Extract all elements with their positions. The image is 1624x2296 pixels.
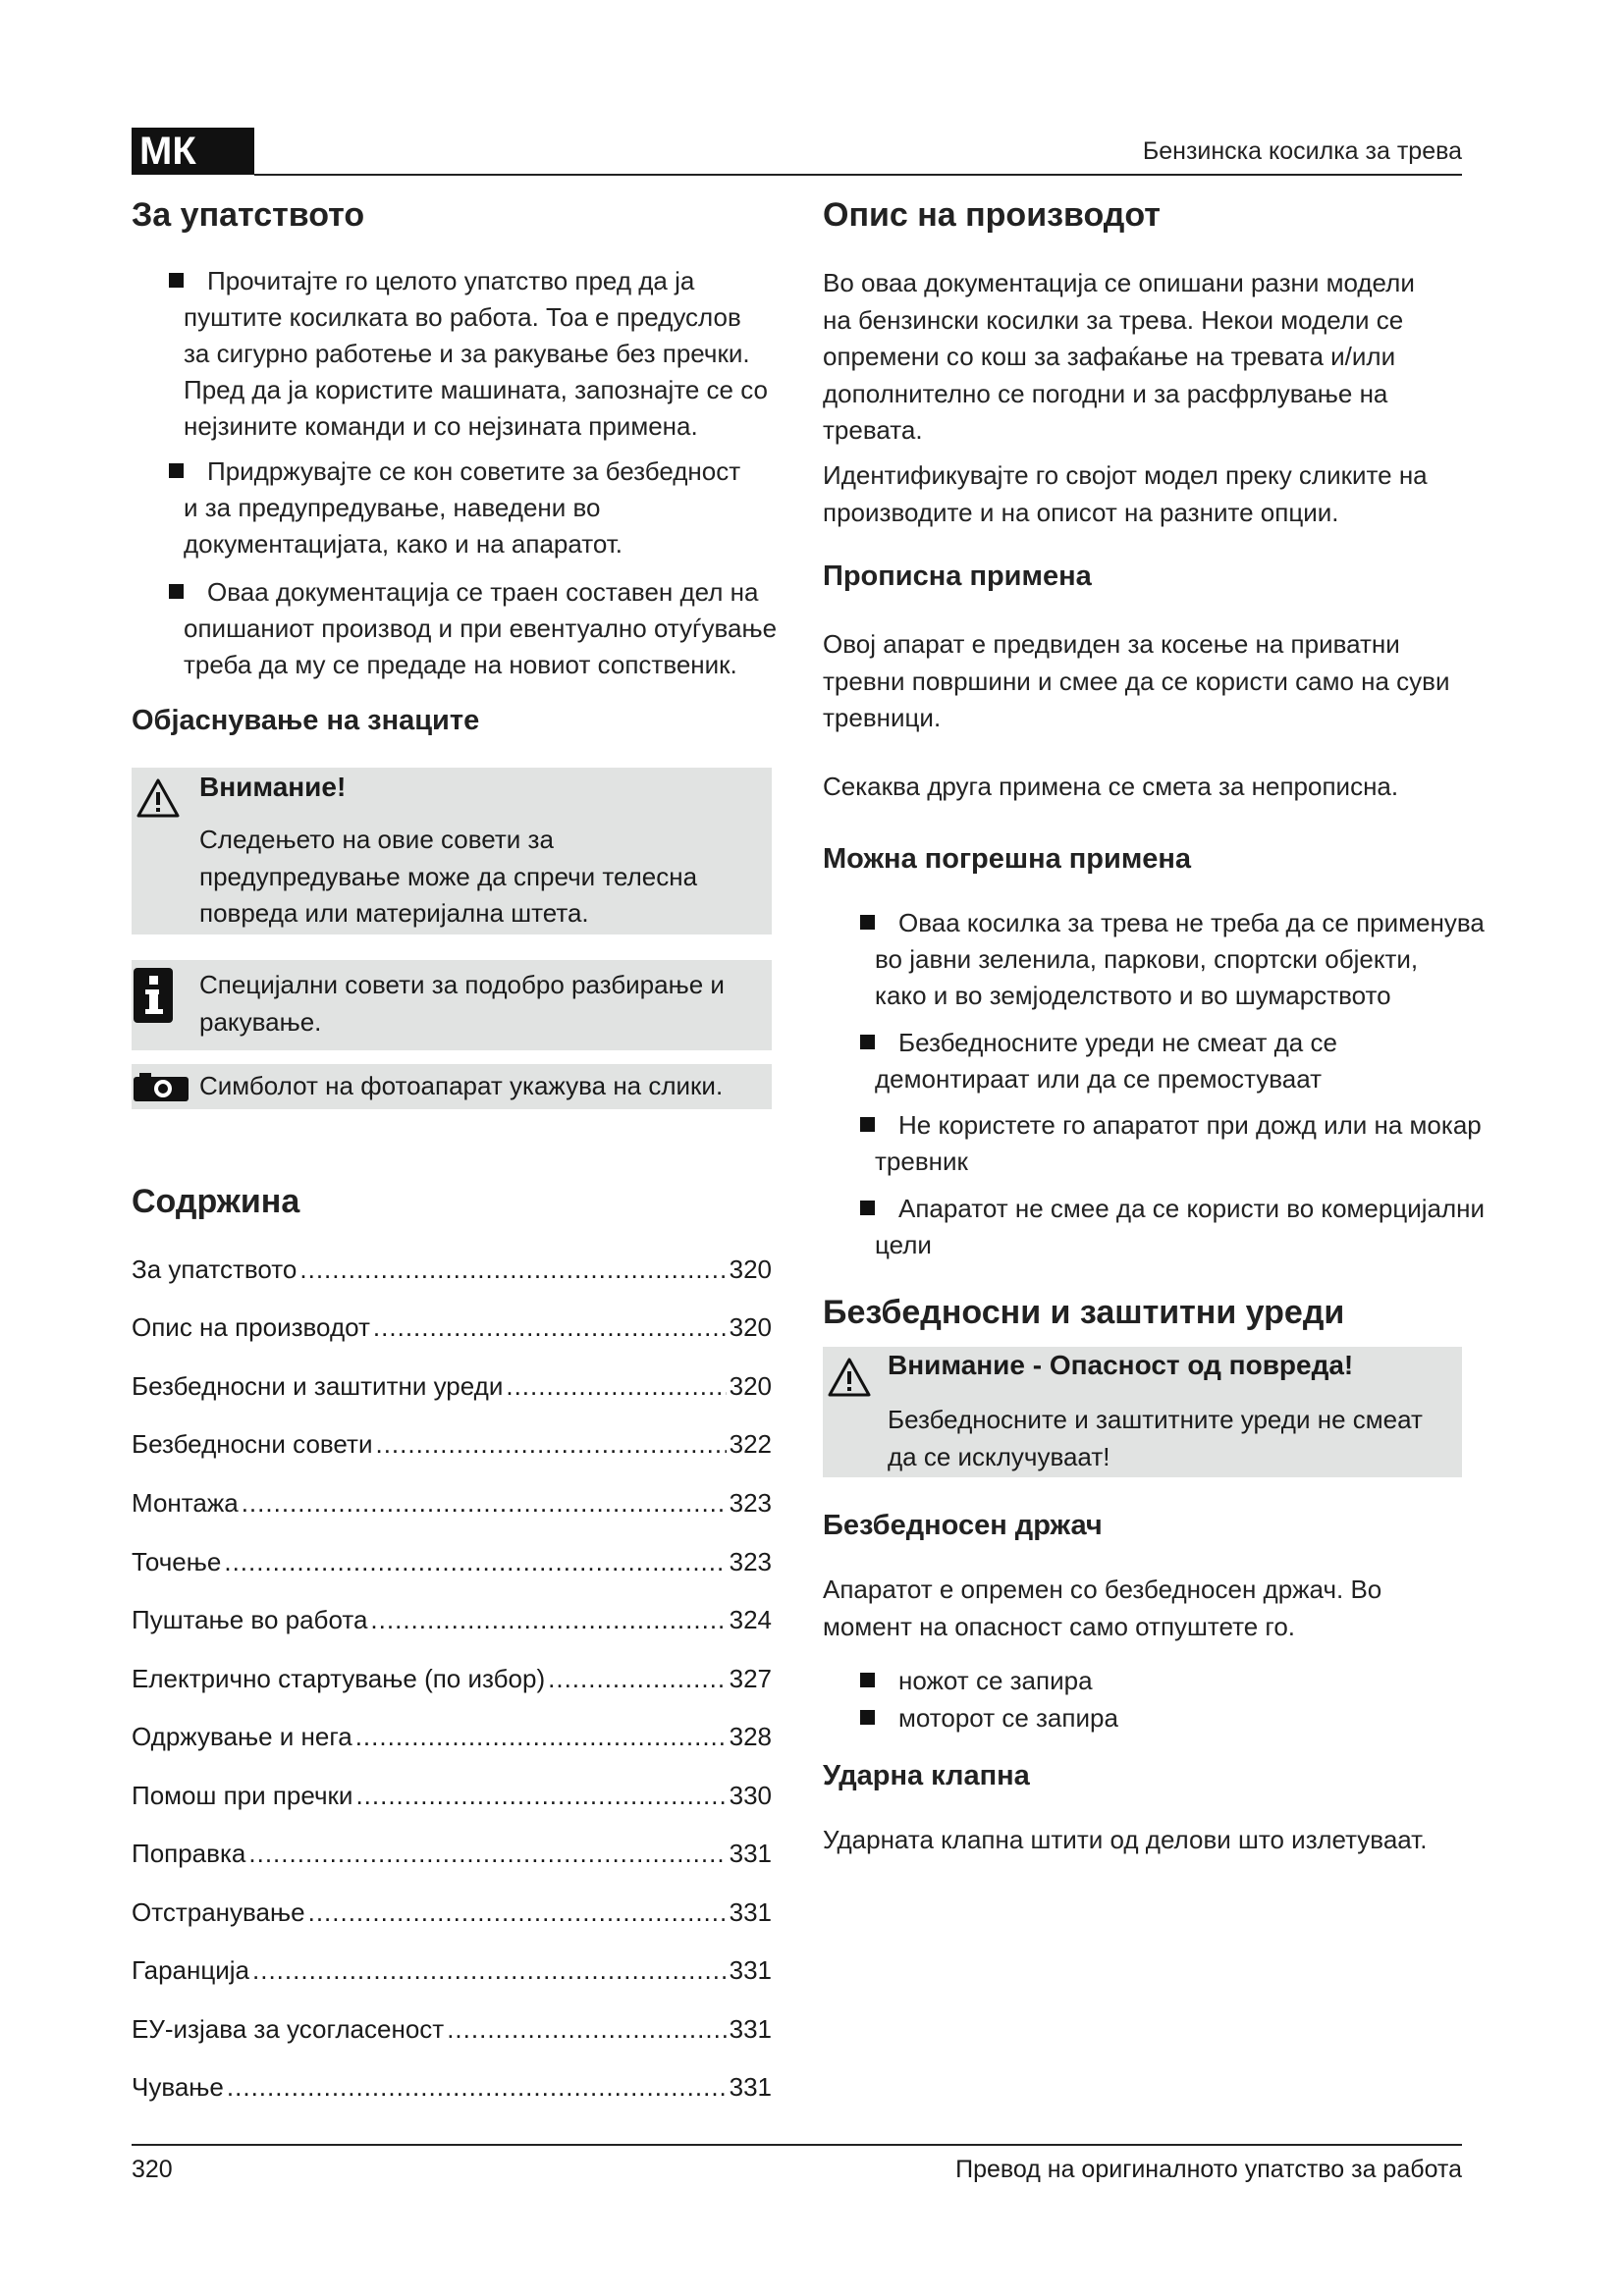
- toc-entry[interactable]: ЕУ-изјава за усогласеност ..... 331: [132, 2009, 772, 2049]
- bullet-icon: [860, 1117, 875, 1132]
- list-item: Оваа косилка за трева не треба да се применува во јавни зеленила, паркови, спортски објекти, како и во земјоделството и во шумарството: [823, 905, 1490, 1014]
- warning-triangle-icon: [827, 1357, 872, 1398]
- bullet-icon: [860, 1201, 875, 1215]
- section-title-impact-flap: Ударна клапна: [823, 1760, 1030, 1791]
- warning-text: Следењето на овие совети за предупредување може да спречи телесна повреда или материјална штета.: [199, 825, 698, 928]
- impact-flap-paragraph: Ударната клапна штити од делови што излетуваат.: [823, 1825, 1428, 1854]
- warning-box: [132, 768, 772, 934]
- bullet-icon: [860, 1673, 875, 1687]
- info-text: Специјални совети за подобро разбирање и ракување.: [199, 970, 725, 1037]
- section-title-misuse: Можна погрешна примена: [823, 843, 1192, 875]
- footer-rule: [132, 2144, 1462, 2146]
- toc-entry[interactable]: Електрично стартување (по избор) ..... 327: [132, 1659, 772, 1698]
- list-item: ножот се запира: [823, 1663, 1490, 1699]
- toc-entry[interactable]: Монтажа ..... 323: [132, 1483, 772, 1522]
- bullet-icon: [860, 915, 875, 930]
- toc-entry[interactable]: Отстранување ..... 331: [132, 1893, 772, 1932]
- footer-text: Превод на оригиналното упатство за работа: [955, 2156, 1462, 2183]
- section-title-about: За упатството: [132, 196, 365, 234]
- list-item: Придржувајте се кон советите за безбедност и за предупредување, наведени во документацијата, како и на апаратот.: [132, 454, 780, 562]
- language-tag: МК: [132, 128, 254, 175]
- warning-text: Безбедносните и заштитните уреди не смеат да се исклучуваат!: [888, 1405, 1423, 1471]
- list-item: Апаратот не смее да се користи во комерцијални цели: [823, 1191, 1490, 1263]
- toc-entry[interactable]: Гаранција ..... 331: [132, 1950, 772, 1990]
- bullet-icon: [169, 463, 184, 478]
- toc-entry[interactable]: Точење ..... 323: [132, 1542, 772, 1581]
- toc-entry[interactable]: Безбедносни и заштитни уреди ..... 320: [132, 1366, 772, 1406]
- warning-title: Внимание!: [199, 772, 347, 802]
- warning-title: Внимание - Опасност од повреда!: [888, 1350, 1354, 1380]
- camera-box: [132, 1064, 772, 1109]
- warning-box: [823, 1347, 1462, 1477]
- list-item: моторот се запира: [823, 1700, 1490, 1736]
- toc-entry[interactable]: Чување ..... 331: [132, 2067, 772, 2107]
- safety-handle-paragraph: Апаратот е опремен со безбедносен држач. Во момент на опасност само отпуштете го.: [823, 1575, 1382, 1641]
- toc-entry[interactable]: Одржување и нега ..... 328: [132, 1717, 772, 1756]
- intended-use-paragraph: Овој апарат е предвиден за косење на приватни тревни површини и смее да се користи само на суви тревници.: [823, 629, 1450, 732]
- header-title: Бензинска косилка за трева: [1142, 137, 1462, 165]
- section-title-safety-devices: Безбедносни и заштитни уреди: [823, 1294, 1345, 1331]
- list-item: Прочитајте го целото упатство пред да ја пуштите косилката во работа. Тоа е предуслов за сигурно работење и за ракување без пречки. Пред да ја користите машината, запознајте се со нејзините команди и со нејзината примена.: [132, 263, 780, 445]
- info-box: [132, 960, 772, 1050]
- intended-use-paragraph: Секаква друга примена се смета за непрописна.: [823, 772, 1399, 801]
- warning-triangle-icon: [135, 777, 181, 819]
- toc-entry[interactable]: Пуштање во работа ..... 324: [132, 1600, 772, 1639]
- camera-text: Симболот на фотоапарат укажува на слики.: [199, 1071, 724, 1100]
- header-rule: [254, 174, 1462, 176]
- section-title-toc: Содржина: [132, 1183, 300, 1220]
- toc-entry[interactable]: Поправка ..... 331: [132, 1834, 772, 1873]
- info-icon: [134, 968, 173, 1023]
- toc-entry[interactable]: Безбедносни совети ..... 322: [132, 1424, 772, 1464]
- bullet-icon: [860, 1710, 875, 1725]
- section-title-safety-handle: Безбедносен држач: [823, 1510, 1103, 1541]
- section-title-description: Опис на производот: [823, 196, 1161, 234]
- bullet-icon: [169, 273, 184, 288]
- bullet-icon: [860, 1035, 875, 1049]
- list-item: Не користете го апаратот при дожд или на мокар тревник: [823, 1107, 1490, 1180]
- toc-entry[interactable]: Помош при пречки ..... 330: [132, 1776, 772, 1815]
- toc-entry[interactable]: Опис на производот ..... 320: [132, 1308, 772, 1347]
- list-item: Безбедносните уреди не смеат да се демонтираат или да се премостуваат: [823, 1025, 1490, 1097]
- list-item: Оваа документација се траен составен дел на опишаниот производ и при евентуално отуѓување треба да му се предаде на новиот сопственик.: [132, 574, 780, 683]
- description-paragraph: Во оваа документација се опишани разни модели на бензински косилки за трева. Некои модели се опремени со кош за зафаќање на тревата и/или дополнително се погодни и за расфрлување на тревата.: [823, 268, 1415, 445]
- page-number: 320: [132, 2156, 173, 2183]
- section-title-intended-use: Прописна примена: [823, 561, 1092, 592]
- section-title-symbols: Објаснување на знаците: [132, 705, 480, 736]
- bullet-icon: [169, 584, 184, 599]
- toc-entry[interactable]: За упатството ..... 320: [132, 1250, 772, 1289]
- camera-icon: [134, 1072, 189, 1101]
- description-paragraph: Идентификувајте го својот модел преку сликите на производите и на описот на разните опции.: [823, 460, 1428, 527]
